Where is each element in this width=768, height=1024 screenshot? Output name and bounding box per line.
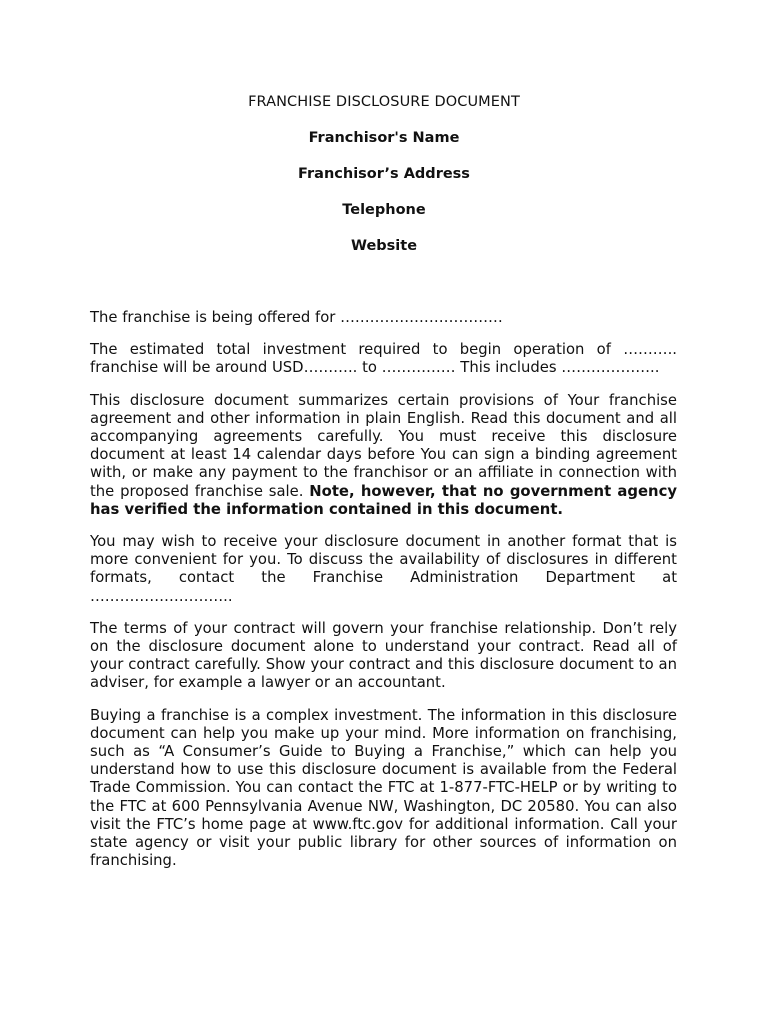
summary-warning: Note, however, that no government agency has verified the information contained in this document. xyxy=(90,482,677,518)
contract-paragraph: The terms of your contract will govern your franchise relationship. Don’t rely on the disclosure document alone to understand your contract. Read all of your contract carefully. Show your contract and this disclosure document to an adviser, for example a lawyer or an accountant. xyxy=(90,619,677,692)
buying-paragraph: Buying a franchise is a complex investment. The information in this disclosure document can help you make up your mind. More information on franchising, such as “A Consumer’s Guide to Buying a Franchise,” which can help you understand how to use this disclosure document is available from the Federal Trade Commission. You can contact the FTC at 1-877-FTC-HELP or by writing to the FTC at 600 Pennsylvania Avenue NW, Washington, DC 20580. You can also visit the FTC’s home page at www.ftc.gov for additional information. Call your state agency or visit your public library for other sources of information on franchising. xyxy=(90,706,677,870)
summary-paragraph xyxy=(90,392,677,519)
franchisor-address: Franchisor’s Address xyxy=(298,166,470,182)
franchisor-website: Website xyxy=(350,238,418,254)
document-header xyxy=(0,92,768,272)
offered-for-paragraph: The franchise is being offered for …………………………… xyxy=(90,309,503,326)
format-paragraph: You may wish to receive your disclosure document in another format that is more convenient for you. To discuss the availability of disclosures in different formats, contact the Franchise Administration Department at ……………………….. xyxy=(90,533,677,605)
franchisor-telephone: Telephone xyxy=(342,202,426,218)
document-body xyxy=(90,309,677,884)
document-title: FRANCHISE DISCLOSURE DOCUMENT xyxy=(248,94,520,110)
summary-text: This disclosure document summarizes certain provisions of Your franchise agreement and other information in plain English. Read this document and all accompanying agreements carefully. You must receive this disclosure document at least 14 calendar days before You can sign a binding agreement with, or make any payment to the franchisor or an affiliate in connection with the proposed franchise sale. xyxy=(90,391,677,500)
franchisor-name: Franchisor's Name xyxy=(308,130,460,146)
investment-paragraph: The estimated total investment required to begin operation of ……….. franchise will be around USD……….. to …………… This includes ……………….. xyxy=(90,341,677,377)
